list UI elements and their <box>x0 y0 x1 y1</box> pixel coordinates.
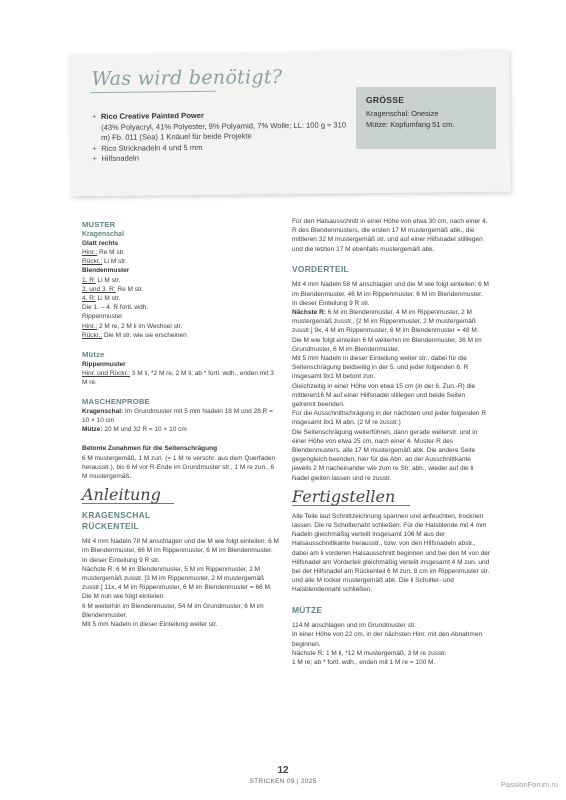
section-heading-maschenprobe: MASCHENPROBE <box>82 397 150 407</box>
instruction-paragraph: 6 M weiterhin im Blendenmuster, 54 M im Grundmuster, 6 M im Blendenmuster. <box>82 602 264 619</box>
gauge-label: Kragenschal: <box>82 407 124 415</box>
pattern-row <box>82 248 280 257</box>
row-text: 2 M re, 2 M li im Wechsel str. <box>97 322 183 330</box>
instruction-paragraph: Die M nun wie folgt einteilen: <box>82 593 166 601</box>
instruction-paragraph: Nächste R: 1 M li, *12 M mustergemäß, 3 M re zusstr. <box>292 649 447 657</box>
instruction-paragraph: Für den Halsausschnitt in einer Höhe von etwa 30 cm, nach einer 4. R des Blendenmusters, die ersten 17 M mustergemäß abk., die mittleren 32 M mustergemäß str. und auf einer Hilfsnadel stilllegen und die letzten 17 M ebenfalls mustergemäß abk. <box>292 218 488 253</box>
materials-title-underline <box>90 91 216 93</box>
section-heading-muetze: Mütze <box>82 350 105 360</box>
gauge-text: Im Grundmuster mit 5 mm Nadeln 18 M und 28 R = 10 × 10 cm <box>82 407 273 425</box>
instruction-paragraph: Nächste R: 6 M im Blendenmuster, 5 M im Rippenmuster, 2 M mustergemäß zusstr. [3 M im Rippenmuster, 2 M mustergemäß zusstr.] 11x, 4 M im Rippenmuster, 6 M im Blendenmuster = 66 M. <box>82 565 272 592</box>
row-text: Li M str. <box>95 295 121 303</box>
gauge-label: Mütze: <box>82 426 103 434</box>
right-column <box>292 217 490 667</box>
magazine-issue: STRICKEN 09 | 2025 <box>249 778 317 785</box>
row-label: 2. und 3. R: <box>82 285 116 293</box>
left-column <box>82 220 280 629</box>
pattern-repeat-note: Die 1. – 4. R fortl. wdh. <box>82 304 149 312</box>
row-label: Hinr.: <box>82 249 98 256</box>
materials-list <box>92 109 353 165</box>
section-heading-muetze-instructions: MÜTZE <box>292 604 323 615</box>
instruction-paragraph: In einer Höhe von 22 cm, in der nächsten Hinr. mit den Abnahmen beginnen. <box>292 631 483 648</box>
pattern-row <box>82 294 280 303</box>
row-label: 4. R: <box>82 295 96 303</box>
pattern-row <box>82 276 280 285</box>
instruction-paragraph: In dieser Einteilung 9 R str. <box>292 299 370 307</box>
materials-title: Was wird benötigt? <box>91 66 283 91</box>
size-line-hat: Mütze: Kopfumfang 51 cm. <box>366 119 455 129</box>
materials-item-bold: Rico Creative Painted Power <box>100 110 204 121</box>
anleitung-title: Anleitung <box>82 485 161 505</box>
size-heading: GRÖSSE <box>366 95 405 105</box>
gauge-row <box>82 425 280 434</box>
materials-item-text: Rico Stricknadeln 4 und 5 mm <box>101 142 203 153</box>
instruction-paragraph: Mit 5 mm Nadeln in dieser Einteilung weiter str., dabei für die Seitenschrägung beidseitig in der 5. und jeder folgenden 6. R insgesamt 9x1 M betont zun. <box>292 354 469 381</box>
gauge-row <box>82 407 280 425</box>
pattern-name-rippenmuster: Rippenmuster <box>82 313 123 321</box>
instruction-paragraph: Die Seitenschrägung weiterführen, dann gerade weiterstr. und in einer Höhe von etwa 25 cm, nach einer 4. Muster-R des Blendenmusters, alle 17 M mustergemäß abk. Die andere Seite gegengleich beenden, hier für die Abn. an der Ausschnittkante jeweils 2 M nacheinander wie zum re Str. abh., wieder auf die li Nadel gleiten lassen und re zusstr. <box>292 428 478 482</box>
instruction-paragraph: 1 M re; ab * fortl. wdh., enden mit 1 M re = 100 M. <box>292 658 436 666</box>
instruction-paragraph: Alle Teile laut Schnittzeichnung spannen und anfeuchten, trocknen lassen. Die re Schulternaht schließen. Für die Halsblende mit 4 mm Nadeln gleichmäßig verteilt insgesamt 106 M aus der Halsausschnittkante herausstr., bzw. von den Hilfsnadeln abstr., dabei am li vorderen Halsausschnitt beginnen und bei den M von der Hilfsnadel am Vorderteil gleichmäßig verteilt insgesamt 4 M zun. und bei der Hilfsnadel am Rückenteil 6 M zun. 8 cm im Rippenmuster str. und alle M locker mustergemäß abk. Die li Schulter- und Halsblendennaht schließen. <box>292 512 491 594</box>
row-text: Li M str. <box>102 258 127 266</box>
subheading-kragenschal: Kragenschal <box>82 230 125 238</box>
row-label: Rückr.: <box>82 258 103 266</box>
row-label: Rückr.: <box>82 331 103 339</box>
fertig-title-block <box>292 487 490 506</box>
instruction-paragraph: In dieser Einteilung 9 R str. <box>82 556 160 564</box>
section-heading-vorderteil: VORDERTEIL <box>292 263 349 274</box>
instruction-paragraph: 114 M anschlagen und im Grundmuster str. <box>292 622 417 630</box>
anleitung-title-block <box>82 485 280 504</box>
gauge-text: 20 M und 32 R = 10 × 10 cm <box>102 426 187 434</box>
row-text: 3 M li, *2 M re, 2 M li; ab * fortl. wdh., enden mit 3 M re. <box>82 369 274 387</box>
pattern-row <box>82 322 280 331</box>
size-line-scarf: Kragenschal: Onesize <box>366 109 439 118</box>
row-label: Nächste R: <box>292 308 326 316</box>
section-heading-rueckenteil: RÜCKENTEIL <box>82 520 139 531</box>
row-label: 1. R: <box>82 276 96 284</box>
instruction-paragraph: Mit 5 mm Nadeln in dieser Einteilung weiter str. <box>82 621 218 629</box>
materials-item-text: Hilfsnadeln <box>101 153 139 164</box>
pattern-name-glatt-rechts: Glatt rechts <box>82 239 119 247</box>
pattern-row <box>82 257 280 266</box>
pattern-row <box>82 285 280 294</box>
pattern-row <box>82 369 280 387</box>
instruction-paragraph: Mit 4 mm Nadeln 78 M anschlagen und die M wie folgt einteilen: 6 M im Blendenmuster, 66 M im Rippenmuster, 6 M im Blendenmuster. <box>82 538 279 555</box>
instruction-paragraph: Für die Ausschnittschrägung in der nächsten und jeder folgenden R insgesamt 8x1 M abn. (2 M re zusstr.) <box>292 410 487 427</box>
instruction-paragraph <box>292 308 490 336</box>
row-label: Hinr.: <box>82 322 98 330</box>
instruction-paragraph: Mit 4 mm Nadeln 58 M anschlagen und die M wie folgt einteilen: 6 M im Blendenmuster, 46 M im Rippenmuster, 6 M im Blendenmuster. <box>292 281 489 298</box>
pattern-name-blendenmuster: Blendenmuster <box>82 267 130 275</box>
row-text: Li M str. <box>95 276 121 284</box>
materials-item-text: (43% Polyacryl, 41% Polyester, 9% Polyamid, 7% Wolle; LL: 100 g ≈ 310 m) Fb. 011 (Sea) 1 Knäuel für beide Projekte <box>100 120 347 143</box>
row-text: Die M str. wie sie erscheinen <box>102 331 187 339</box>
section-heading-muster: MUSTER <box>82 220 116 229</box>
size-box <box>356 87 496 149</box>
row-text: Re M str. <box>97 249 125 256</box>
pattern-row <box>82 331 280 340</box>
page-number: 12 <box>277 765 289 776</box>
instruction-paragraph: Gleichzeitig in einer Höhe von etwa 15 cm (in der 6. Zun.-R) die mittleren16 M auf einer Hilfsnadel stillegen und beide Seiten getrennt beenden. <box>292 382 476 408</box>
row-text: 6 M im Blendenmuster, 4 M im Rippenmuster, 2 M mustergemäß zusstr., [2 M im Rippenmuster, 2 M mustergemäß zusstr.] 9x, 4 M im Rippenmuster, 6 M im Blendenmuster = 48 M. <box>292 308 479 335</box>
watermark: PassionForum.ru <box>500 780 558 789</box>
row-label: Hinr. und Rückr.: <box>82 369 131 377</box>
instruction-paragraph: Die M wie folgt einteilen 6 M weiterhin im Blendenmuster, 36 M im Grundmuster, 6 M im Blendenmuster. <box>292 336 482 353</box>
betonte-heading: Betonte Zunahmen für die Seitenschrägung <box>82 445 218 453</box>
pattern-name-muetze-rippen: Rippenmuster <box>82 360 126 368</box>
materials-item <box>92 152 352 165</box>
row-text: Re M str. <box>115 285 144 293</box>
betonte-text: 6 M mustergemäß, 1 M zun. (= 1 M re verschr. aus dem Querfaden herausstr.), bis 6 M vor R-Ende im Grundmuster str., 1 M re zun., 6 M mustergemäß. <box>82 454 276 481</box>
materials-item <box>92 109 352 144</box>
section-heading-kragenschal: KRAGENSCHAL <box>82 510 151 521</box>
fertigstellen-title: Fertigstellen <box>292 486 396 506</box>
